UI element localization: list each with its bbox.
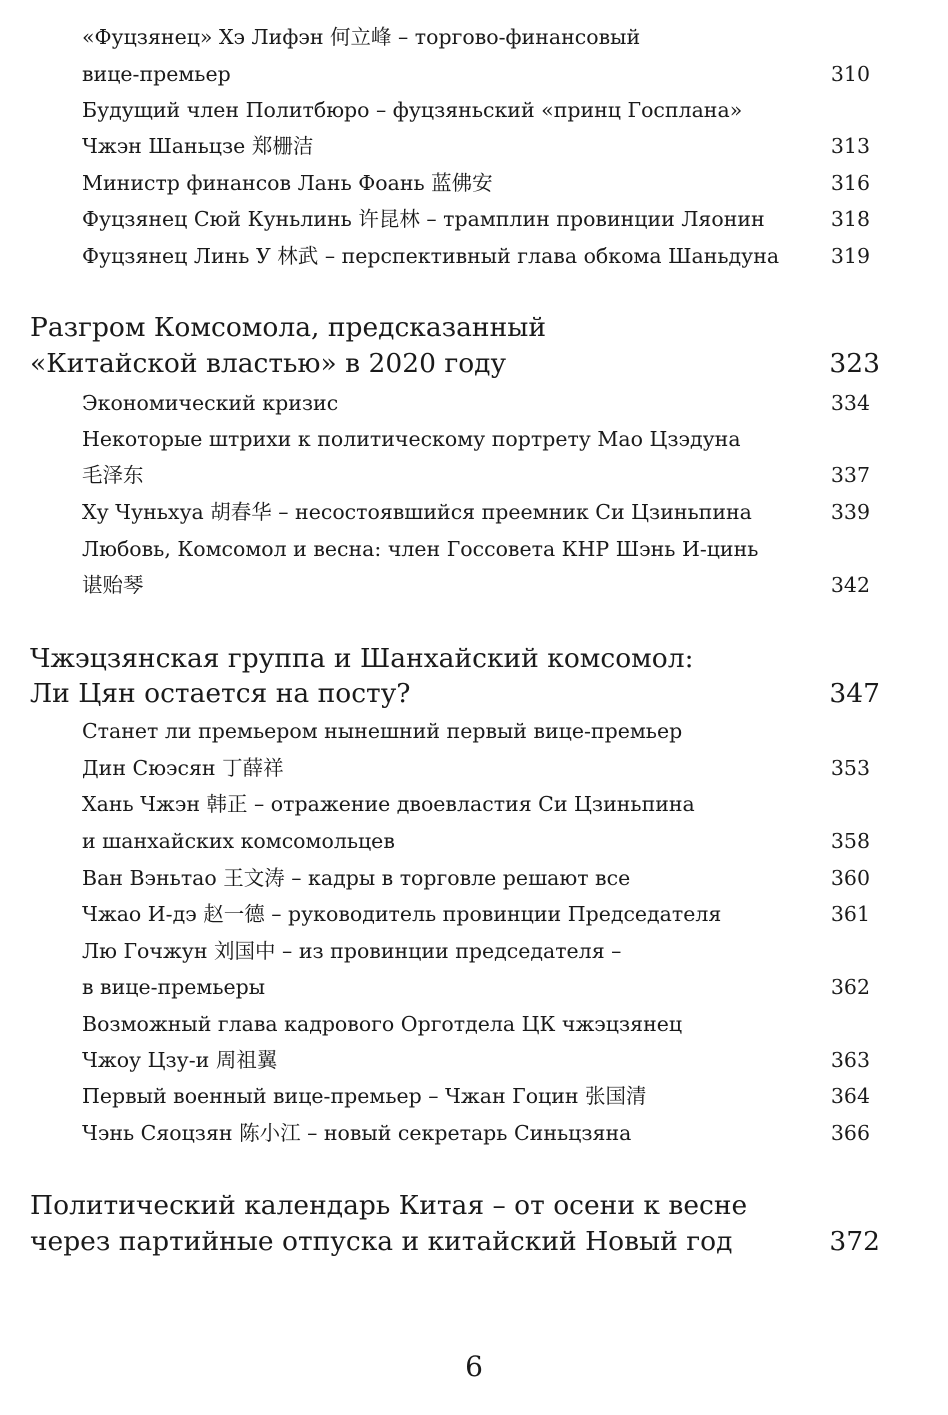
- toc-page-number: 372: [829, 1226, 880, 1257]
- toc-page-number: 316: [830, 171, 870, 195]
- toc-page-number: 337: [830, 463, 870, 487]
- toc-page-number: 318: [830, 207, 870, 231]
- toc-entry[interactable]: Чжоу Цзу-и 周祖翼 363: [82, 1048, 870, 1072]
- page-number: 6: [465, 1350, 483, 1383]
- toc-entry[interactable]: 谌贻琴 342: [82, 573, 870, 597]
- toc-page-number: 364: [830, 1084, 870, 1108]
- toc-entry-text: Станет ли премьером нынешний первый вице-премьер: [82, 719, 683, 743]
- toc-entry-text: Лю Гочжун 刘国中 – из провинции председателя –: [82, 939, 622, 963]
- toc-page-number: 339: [830, 500, 870, 524]
- toc-page-number: 319: [830, 244, 870, 268]
- toc-entry[interactable]: Ван Вэньтао 王文涛 – кадры в торговле решают все 360: [82, 866, 870, 890]
- toc-entry-text: Будущий член Политбюро – фуцзяньский «принц Госплана»: [82, 98, 743, 122]
- toc-entry-text: Возможный глава кадрового Орготдела ЦК чжэцзянец: [82, 1012, 683, 1036]
- toc-page-number: 358: [830, 829, 870, 853]
- toc-page-number: 347: [829, 678, 880, 709]
- toc-entry[interactable]: Чэнь Сяоцзян 陈小江 – новый секретарь Синьцзяна 366: [82, 1121, 870, 1145]
- toc-entry-text: Некоторые штрихи к политическому портрету Мао Цзэдуна: [82, 427, 741, 451]
- toc-chapter-title: Разгром Комсомола, предсказанный: [30, 312, 546, 343]
- toc-page-number: 363: [830, 1048, 870, 1072]
- toc-entry[interactable]: Первый военный вице-премьер – Чжан Гоцин 张国清 364: [82, 1084, 870, 1108]
- toc-page-number: 361: [830, 902, 870, 926]
- toc-entry[interactable]: Фуцзянец Сюй Куньлинь 许昆林 – трамплин провинции Ляонин 318: [82, 207, 870, 231]
- toc-entry[interactable]: Экономический кризис 334: [82, 391, 870, 415]
- toc-page-number: 362: [830, 975, 870, 999]
- toc-entry-text: Любовь, Комсомол и весна: член Госсовета КНР Шэнь И-цинь: [82, 537, 759, 561]
- toc-page-number: 334: [830, 391, 870, 415]
- toc-chapter[interactable]: Ли Цян остается на посту? 347: [30, 678, 880, 709]
- toc-entry[interactable]: 毛泽东 337: [82, 463, 870, 487]
- toc-page-number: 366: [830, 1121, 870, 1145]
- toc-entry-text: Хань Чжэн 韩正 – отражение двоевластия Си Цзиньпина: [82, 792, 695, 816]
- toc-entry[interactable]: Чжэн Шаньцзе 郑栅洁 313: [82, 134, 870, 158]
- toc-page-number: 353: [830, 756, 870, 780]
- toc-chapter[interactable]: через партийные отпуска и китайский Новый год 372: [30, 1226, 880, 1257]
- toc-entry-text: «Фуцзянец» Хэ Лифэн 何立峰 – торгово-финансовый: [82, 25, 641, 49]
- toc-entry[interactable]: и шанхайских комсомольцев 358: [82, 829, 870, 853]
- toc-chapter-title: Чжэцзянская группа и Шанхайский комсомол:: [30, 643, 694, 674]
- toc-page-number: 360: [830, 866, 870, 890]
- toc-page-number: 323: [829, 348, 880, 379]
- toc-entry[interactable]: Ху Чуньхуа 胡春华 – несостоявшийся преемник Си Цзиньпина 339: [82, 500, 870, 524]
- toc-chapter[interactable]: «Китайской властью» в 2020 году 323: [30, 348, 880, 379]
- toc-chapter-title: Политический календарь Китая – от осени к весне: [30, 1190, 748, 1221]
- toc-page-number: 310: [830, 62, 870, 86]
- toc-page-number: 342: [830, 573, 870, 597]
- toc-entry[interactable]: Чжао И-дэ 赵一德 – руководитель провинции Председателя 361: [82, 902, 870, 926]
- toc-entry[interactable]: вице-премьер 310: [82, 62, 870, 86]
- toc-page-number: 313: [830, 134, 870, 158]
- toc-entry[interactable]: Министр финансов Лань Фоань 蓝佛安 316: [82, 171, 870, 195]
- toc-entry[interactable]: Дин Сюэсян 丁薛祥 353: [82, 756, 870, 780]
- toc-entry[interactable]: в вице-премьеры 362: [82, 975, 870, 999]
- toc-entry[interactable]: Фуцзянец Линь У 林武 – перспективный глава обкома Шаньдуна 319: [82, 244, 870, 268]
